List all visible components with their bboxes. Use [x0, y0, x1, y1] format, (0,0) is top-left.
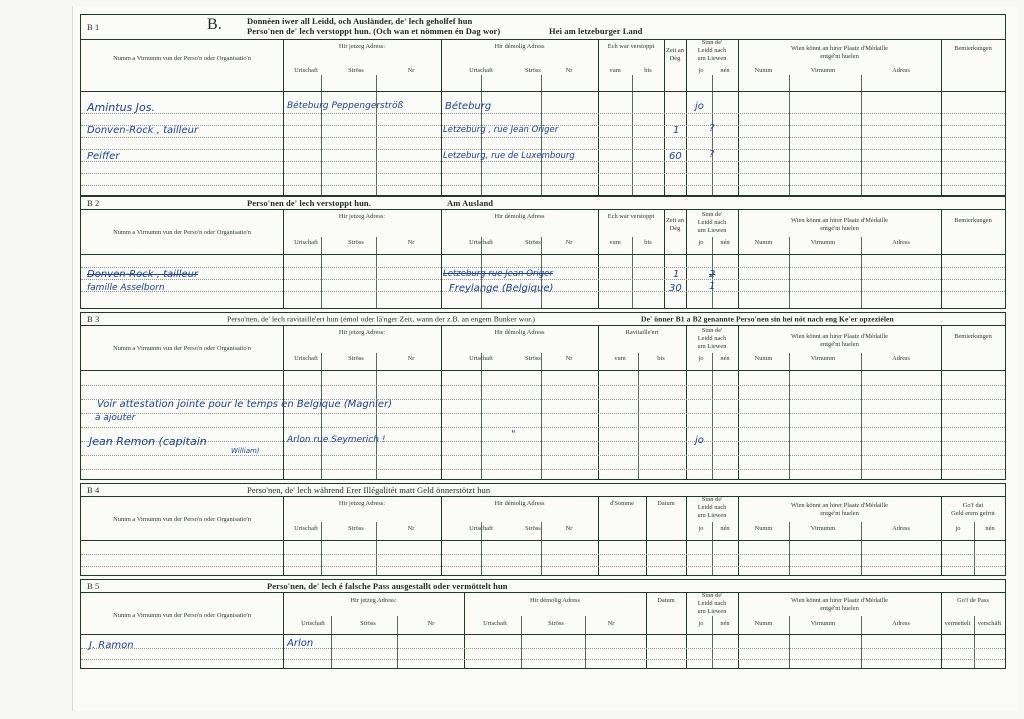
col-header-numm: Numm [754, 525, 773, 532]
section-title-line1: Donnéen iwer all Leidd, och Ausländer, de' lech geholfef hun [247, 16, 473, 26]
section-b4 [80, 483, 1006, 576]
row-rule [81, 137, 1005, 138]
col-header-no: nén [720, 67, 730, 74]
entry-query: ? [709, 149, 715, 160]
divider [283, 209, 284, 308]
col-header-no: nén [720, 355, 730, 362]
divider [283, 39, 284, 195]
divider [789, 237, 790, 308]
col-header-street: Ströss [348, 239, 364, 246]
col-header-current-address: Hir jetzeg Adress: [350, 597, 397, 604]
divider [789, 616, 790, 668]
entry-query: ? [709, 123, 715, 134]
col-header-virnumm: Virnumm [810, 525, 836, 532]
divider [521, 616, 522, 668]
section-letter: B. [207, 16, 222, 33]
col-header-hid: Ech war verstoppt [607, 43, 655, 50]
section-code: B 5 [87, 581, 100, 591]
col-header-current-address: Hir jetzeg Adress: [338, 43, 386, 50]
entry-name: Donven-Rock , tailleur [87, 125, 199, 136]
row-rule [81, 279, 1005, 280]
col-header-locality: Urtschaft [294, 355, 318, 362]
divider [376, 75, 377, 195]
col-header-street: Ströss [525, 355, 541, 362]
col-header-sinn [686, 327, 738, 351]
section-title: Perso'nen, de' lech é falsche Pass ausgestallt oder vermöttelt hun [267, 581, 508, 591]
entry-name: J. Ramon [89, 640, 134, 651]
entry-current-address: Arlon [287, 638, 314, 649]
divider [712, 75, 713, 195]
row-rule [81, 648, 1005, 649]
col-header-medal [738, 597, 941, 613]
divider [321, 237, 322, 308]
col-header-date: Datum [657, 500, 675, 507]
divider [598, 209, 599, 308]
col-header-yes: jo [698, 239, 704, 246]
col-header-street: Ströss [525, 239, 541, 246]
divider [712, 353, 713, 479]
col-header-nr: Nr [407, 525, 415, 532]
medal-line1: Wien könnt an hirer Plaatz d'Médaille [791, 217, 888, 224]
header-divider [81, 540, 1005, 541]
row-rule [81, 185, 1005, 186]
sinn-line1: Sinn de' [701, 496, 723, 503]
col-header-locality: Urtschaft [294, 239, 318, 246]
section-b5-header [81, 580, 1005, 593]
section-title: Perso'nen, de' lech während Erer Illégalitét matt Geld önnerstötzt hun [247, 485, 491, 495]
divider [638, 353, 639, 479]
divider [861, 237, 862, 308]
entry-days: 1 [673, 125, 680, 136]
divider [632, 237, 633, 308]
col-header-street: Ströss [548, 620, 564, 627]
sinn-line1: Sinn de' [701, 211, 723, 218]
col-header-adress: Adress [892, 620, 910, 627]
divider [632, 75, 633, 195]
col-header-street: Ströss [348, 525, 364, 532]
col-header-yes: jo [698, 67, 704, 74]
divider [738, 39, 739, 195]
divider [541, 353, 542, 479]
sinn-line3: um Liewen [697, 608, 727, 615]
entry-current-address: Arlon rue Seymerich ! [287, 435, 386, 445]
medal-line1: Wien könnt an hirer Plaatz d'Médaille [791, 502, 888, 509]
col-header-time: Zeit an Dèg [666, 47, 684, 62]
sinn-line1: Sinn de' [701, 39, 723, 46]
entry-name: Peiffer [87, 151, 120, 162]
col-header-nr: Nr [407, 355, 415, 362]
sinn-line2: Leidd nach [697, 335, 727, 342]
divider [376, 237, 377, 308]
entry-name-sub: William) [231, 447, 260, 455]
attestation-note: Voir attestation jointe pour le temps en Belgique (Magnier) [97, 399, 393, 410]
section-b2 [80, 196, 1006, 309]
col-header-date: Datum [657, 597, 675, 604]
col-header-former-address: Hir démolig Adress [494, 213, 545, 220]
sinn-line2: Leidd nach [697, 504, 727, 511]
divider [664, 39, 665, 195]
divider [712, 616, 713, 668]
section-b4-header [81, 484, 1005, 497]
col-header-sum: d'Somme [610, 500, 634, 507]
section-code: B 4 [87, 485, 100, 495]
sinn-line3: um Liewen [697, 55, 727, 62]
row-rule [81, 385, 1005, 386]
attestation-note-line2: à ajouter [95, 413, 136, 423]
col-header-nr: Nr [565, 525, 573, 532]
col-header-virnumm: Virnumm [810, 355, 836, 362]
header-divider [81, 370, 1005, 371]
col-header-no: nén [720, 620, 730, 627]
divider [789, 353, 790, 479]
entry-days: 60 [669, 151, 682, 162]
col-header-name: Numm a Virnumm vun der Perso'n oder Organisatio'n [113, 345, 251, 352]
col-header-nr: Nr [407, 67, 415, 74]
section-code: B 3 [87, 314, 100, 324]
section-note: De' önner B1 a B2 genannte Perso'nen sin hei nöt nach eng Ke'er opzeziélen [641, 314, 894, 324]
col-header-street: Ströss [348, 67, 364, 74]
sinn-line2: Leidd nach [697, 47, 727, 54]
col-header-locality: Urtschaft [483, 620, 507, 627]
divider [376, 353, 377, 479]
col-header-medal [738, 217, 941, 233]
entry-query: 1 [709, 281, 716, 292]
row-rule [81, 161, 1005, 162]
divider [481, 353, 482, 479]
col-header-medal [738, 333, 941, 349]
section-code: B 2 [87, 198, 100, 208]
section-b1-header [81, 15, 1005, 40]
divider [941, 39, 942, 195]
row-rule [81, 566, 1005, 567]
col-header-name: Numm a Virnumm vun der Perso'n oder Organisatio'n [113, 516, 251, 523]
col-header-former-address: Hir démolig Adress [494, 500, 545, 507]
row-rule [81, 469, 1005, 470]
row-rule [81, 267, 1005, 268]
divider [712, 522, 713, 575]
entry-query: 2 [709, 269, 716, 280]
col-header-name: Numm a Virnumm vun der Perso'n oder Organisatio'n [113, 612, 251, 619]
entry-name: famille Asselborn [87, 283, 165, 293]
col-header-adress: Adress [892, 525, 910, 532]
col-header-nr: Nr [565, 239, 573, 246]
divider [397, 616, 398, 668]
sinn-line3: um Liewen [697, 343, 727, 350]
section-b1 [80, 14, 1006, 196]
col-header-time: Zeit an Dèg [666, 217, 684, 232]
entry-name: Jean Remon (capitain [89, 435, 207, 448]
sinn-line1: Sinn de' [701, 592, 723, 599]
col-header-nr: Nr [565, 355, 573, 362]
col-header-adress: Adress [892, 239, 910, 246]
divider [861, 522, 862, 575]
col-header-nr: Nr [407, 239, 415, 246]
section-b2-header [81, 197, 1005, 210]
col-header-numm: Numm [754, 355, 773, 362]
col-header-street: Ströss [525, 67, 541, 74]
sinn-line2: Leidd nach [697, 600, 727, 607]
col-header-former-address: Hir démolig Adress [529, 597, 581, 604]
money-line2: Geld erem gefrot [951, 510, 995, 517]
sinn-line3: um Liewen [697, 227, 727, 234]
row-rule [81, 413, 1005, 414]
money-line1: Go'f dat [962, 502, 984, 509]
col-header-sinn [686, 39, 738, 63]
col-header-virnumm: Virnumm [810, 67, 836, 74]
section-b3 [80, 312, 1006, 480]
col-header-numm: Numm [754, 67, 773, 74]
section-title: Perso'nen de' lech verstoppt hun. [247, 198, 371, 208]
sinn-line3: um Liewen [697, 512, 727, 519]
medal-line2: entgé'nt huelen [820, 510, 859, 517]
col-header-current-address: Hir jetzeg Adress: [338, 329, 386, 336]
medal-line2: entgé'nt huelen [820, 53, 859, 60]
sinn-line2: Leidd nach [697, 219, 727, 226]
medal-line2: entgé'nt huelen [820, 225, 859, 232]
col-header-mediated: vermettelt [944, 620, 971, 627]
divider [321, 75, 322, 195]
row-rule [81, 441, 1005, 442]
medal-line2: entgé'nt huelen [820, 341, 859, 348]
divider [789, 522, 790, 575]
col-header-locality: Urtschaft [469, 67, 493, 74]
col-header-locality: Urtschaft [469, 525, 493, 532]
divider [664, 209, 665, 308]
entry-former-address: Letzeburg , rue Jean Origer [443, 125, 559, 135]
entry-ditto-mark: " [511, 429, 516, 440]
section-code: B 1 [87, 22, 100, 32]
medal-line1: Wien könnt an hirer Plaatz d'Médaille [791, 333, 888, 340]
col-header-locality: Urtschaft [469, 239, 493, 246]
entry-current-address: Béteburg Peppengerströß [287, 101, 404, 111]
entry-name: Donven-Rock , tailleur [87, 269, 199, 280]
col-header-yes: jo [955, 525, 961, 532]
header-divider [81, 91, 1005, 92]
entry-yes: jo [695, 101, 704, 112]
col-header-locality: Urtschaft [301, 620, 325, 627]
col-header-virnumm: Virnumm [810, 239, 836, 246]
section-title-location: Am Ausland [447, 198, 494, 208]
col-header-from: vum [614, 355, 626, 362]
section-title-line2: Perso'nen de' lech verstoppt hun. (Och wan et nömmen én Dag wor) [247, 26, 501, 36]
header-divider [81, 634, 1005, 635]
col-header-yes: jo [698, 525, 704, 532]
row-rule [81, 659, 1005, 660]
entry-former-address: Freylange (Belgique) [449, 283, 554, 294]
header-divider [81, 254, 1005, 255]
col-header-name: Numm a Virnumm vun der Perso'n oder Organisatio'n [113, 55, 251, 62]
divider [861, 353, 862, 479]
entry-former-address: Béteburg [445, 101, 492, 112]
entry-yes: jo [695, 435, 704, 446]
col-header-no: nén [720, 239, 730, 246]
col-header-former-address: Hir démolig Adress [494, 329, 545, 336]
col-header-hid: Ech war verstoppt [607, 213, 655, 220]
col-header-street: Ströss [360, 620, 376, 627]
entry-former-address: Letzeburg rue Jean Origer [443, 269, 553, 279]
col-header-sinn [686, 496, 738, 520]
col-header-no: nén [985, 525, 995, 532]
col-header-from: vum [609, 239, 621, 246]
row-rule [81, 173, 1005, 174]
col-header-medal [738, 502, 941, 518]
col-header-to: bis [644, 67, 652, 74]
divider [861, 75, 862, 195]
col-header-street: Ströss [525, 525, 541, 532]
medal-line2: entgé'nt huelen [820, 605, 859, 612]
row-rule [81, 149, 1005, 150]
divider [441, 39, 442, 195]
col-header-pass: Go'f de Pass [957, 597, 989, 604]
entry-days: 1 [673, 269, 680, 280]
col-header-street: Ströss [348, 355, 364, 362]
col-header-name: Numm a Virnumm vun der Perso'n oder Organisatio'n [113, 229, 251, 236]
col-header-adress: Adress [892, 67, 910, 74]
divider [974, 522, 975, 575]
col-header-numm: Numm [754, 620, 773, 627]
row-rule [81, 427, 1005, 428]
medal-line1: Wien könnt an hirer Plaatz d'Médaille [791, 45, 888, 52]
col-header-locality: Urtschaft [294, 67, 318, 74]
col-header-to: bis [644, 239, 652, 246]
col-header-from: vum [609, 67, 621, 74]
divider [861, 616, 862, 668]
divider [598, 39, 599, 195]
col-header-virnumm: Virnumm [810, 620, 836, 627]
medal-line1: Wien könnt an hirer Plaatz d'Médaille [791, 597, 888, 604]
col-header-no: nén [720, 525, 730, 532]
entry-name: Amintus Jos. [87, 101, 155, 114]
divider [441, 209, 442, 308]
col-header-sinn [686, 211, 738, 235]
section-b3-header [81, 313, 1005, 326]
row-rule [81, 113, 1005, 114]
section-b5 [80, 579, 1006, 669]
col-header-nr: Nr [427, 620, 435, 627]
col-header-money-asked [941, 502, 1005, 518]
col-header-remarks: Bemierkungen [954, 217, 992, 224]
col-header-nr: Nr [607, 620, 615, 627]
col-header-locality: Urtschaft [469, 355, 493, 362]
col-header-numm: Numm [754, 239, 773, 246]
col-header-yes: jo [698, 620, 704, 627]
col-header-supplied: Ravitaille'ert [625, 329, 659, 336]
col-header-adress: Adress [892, 355, 910, 362]
divider [585, 616, 586, 668]
col-header-sinn [686, 592, 738, 616]
divider [321, 353, 322, 479]
col-header-locality: Urtschaft [294, 525, 318, 532]
divider [541, 75, 542, 195]
col-header-remarks: Bemierkungen [954, 45, 992, 52]
sinn-line1: Sinn de' [701, 327, 723, 334]
entry-former-address: Letzeburg, rue de Luxembourg [443, 151, 575, 161]
col-header-remarks: Bemierkungen [954, 333, 992, 340]
col-header-current-address: Hir jetzeg Adress: [338, 213, 386, 220]
row-rule [81, 455, 1005, 456]
section-title: Perso'nen, de' lech ravitaille'ert hun (émol oder lä'nger Zeit, wann der z.B. an engem Bunker wor.) [227, 314, 536, 324]
row-rule [81, 554, 1005, 555]
col-header-yes: jo [698, 355, 704, 362]
col-header-current-address: Hir jetzeg Adress: [338, 500, 386, 507]
divider [481, 75, 482, 195]
col-header-procured: verschäft [977, 620, 1002, 627]
col-header-nr: Nr [565, 67, 573, 74]
col-header-former-address: Hir démolig Adress [494, 43, 545, 50]
entry-days: 30 [669, 283, 682, 294]
col-header-medal [738, 45, 941, 61]
divider [789, 75, 790, 195]
section-title-location: Hei am letzeburger Land [549, 26, 643, 36]
col-header-to: bis [657, 355, 665, 362]
